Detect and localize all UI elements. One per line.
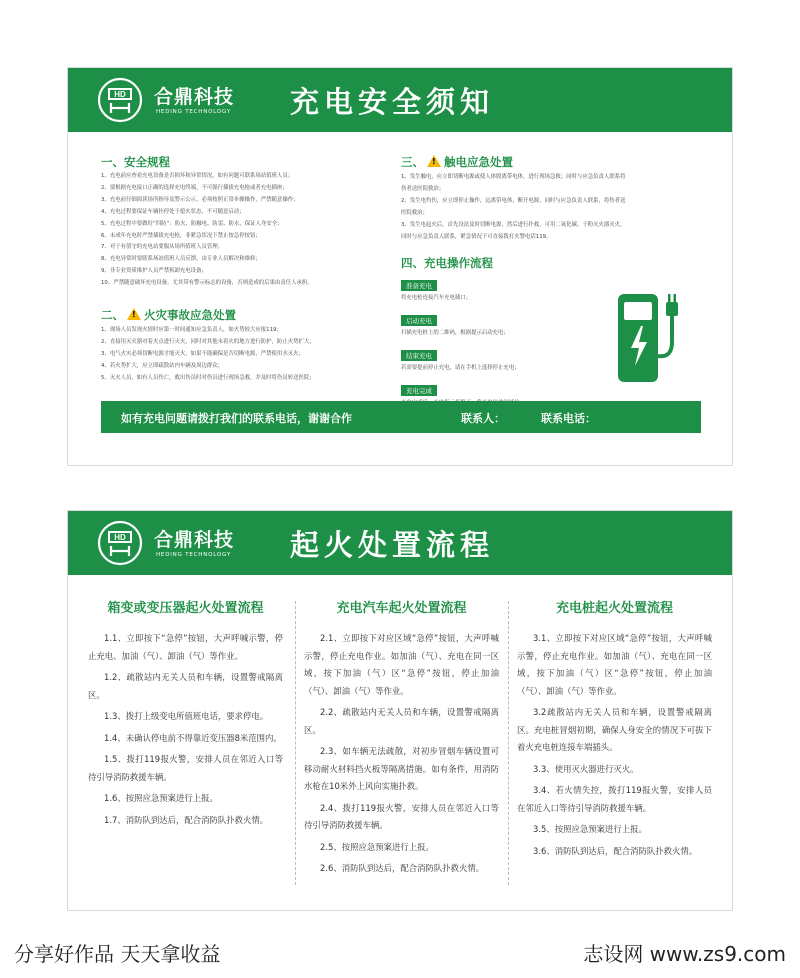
section-shock-title: [401, 154, 513, 170]
procedure-step: 3.5、按照应急预案进行上报。: [533, 824, 647, 834]
list-item: 2、发生电灼伤，应立即停止操作，远离带电体，断开电源，同时与应急负责人联系，将伤者送: [401, 197, 626, 204]
watermark-left: 分享好作品 天天拿收益: [14, 942, 221, 966]
section-label: 触电应急处置: [444, 155, 513, 169]
step-text: 扫描充电桩上的二维码，根据提示启动充电；: [401, 330, 509, 336]
column-title: 充电桩起火处置流程: [555, 601, 673, 616]
procedure-step: 1.5、拨打119报火警，安排人员在邻近入口等待引导消防救援车辆。: [88, 754, 283, 782]
fire-response-list: [101, 325, 315, 385]
procedure-step: 1.3、拨打上级变电所值班电话，要求停电。: [104, 711, 269, 721]
step-badge: 充电完成: [401, 385, 437, 396]
column-body: [304, 630, 499, 878]
charging-steps: [401, 273, 571, 413]
procedure-step: 2.5、按照应急预案进行上报。: [320, 841, 434, 852]
column-vehicle-fire: [304, 597, 499, 882]
procedure-step: 2.2、疏散站内无关人员和车辆，设置警戒隔离区。: [304, 707, 499, 735]
company-logo-icon: [96, 520, 144, 566]
list-item: 伤者送医院救治；: [401, 185, 445, 192]
procedure-step: 1.4、未确认停电前不得靠近变压器8米范围内。: [104, 732, 282, 743]
board-title: 充电安全须知: [290, 85, 495, 119]
logo-text: HD: [114, 533, 126, 542]
step-badge: 启动充电: [401, 315, 437, 326]
list-item: 2、直接用灭火器对着火点进行灭火，同时对其他未着火的地方进行防护，防止火势扩大；: [101, 338, 315, 345]
step-badge: 结束充电: [401, 350, 437, 361]
list-item: 5、充电过程中要做好“四防”：防火、防触电、防雷、防水，保证人身安全；: [101, 220, 283, 227]
board-header: [68, 68, 732, 132]
step-text: 将充电枪连接汽车充电插口；: [401, 295, 472, 301]
charging-station-icon: [616, 286, 684, 384]
procedure-step: 2.6、消防队到达后，配合消防队扑救火情。: [320, 863, 485, 873]
list-item: 1、现场人员发现火情时应第一时间通知应急负责人，如火势较大应报119；: [101, 327, 282, 333]
procedure-step: 3.2疏散站内无关人员和车辆，设置警戒隔离区。充电桩冒烟初期，确保人身安全的情况下可拔下着火充电桩连接车端插头。: [517, 707, 712, 752]
column-title: 箱变或变压器起火处置流程: [107, 601, 264, 616]
column-charger-fire: [517, 597, 712, 864]
list-item: 3、充电前仔细阅读场所指导及警示公示，必须按照正常步骤操作，严禁随意操作；: [101, 196, 299, 203]
list-item: 4、若火势扩大，应立即疏散站内车辆及周边群众；: [101, 362, 224, 369]
list-item: 6、未成年充电时严禁插拔充电枪，非紧急状况下禁止按急停按钮；: [101, 232, 261, 239]
brand-name-en: HEDING TECHNOLOGY: [156, 109, 231, 115]
warning-icon: !: [427, 155, 441, 167]
procedure-step: 1.2、疏散站内无关人员和车辆，设置警戒隔离区。: [88, 672, 283, 700]
section-charging-flow-title: 四、充电操作流程: [401, 256, 493, 270]
watermark-right: 志设网 www.zs9.com: [583, 942, 786, 966]
list-item: 1、充电前应查看充电设备是否损坏和异常情况，如有问题可联系场站值班人员；: [101, 173, 294, 179]
brand-name-en: HEDING TECHNOLOGY: [156, 552, 231, 558]
board-header: [68, 511, 732, 575]
step-text: 若需要提前停止充电，请在手机上选择停止充电；: [401, 365, 520, 371]
list-item: 8、充电异常时要联系场站值班人员反馈，由专业人员解决和维修；: [101, 256, 261, 263]
section-number: 二、: [101, 308, 124, 322]
contact-bar: [101, 401, 701, 433]
contact-phone-label: 联系电话：: [541, 412, 596, 425]
safety-rules-list: [101, 171, 313, 290]
procedure-step: 3.6、消防队到达后，配合消防队扑救火情。: [533, 845, 698, 856]
procedure-step: 1.7、消防队到达后，配合消防队扑救火情。: [104, 814, 269, 825]
column-divider: [508, 601, 509, 885]
list-item: 10、严禁随意破坏充电设备，尤其带有警示标志的设备，否则造成的后果由责任人承担。: [101, 280, 313, 287]
list-item: 同时与应急负责人联系，紧急情况下可直接拨打火警电话119。: [401, 233, 552, 240]
step-badge: 准备充电: [401, 280, 437, 291]
column-divider: [295, 601, 296, 885]
column-body: [88, 630, 283, 829]
shock-response-list: [401, 172, 625, 243]
procedure-step: 3.1、立即按下对应区域“急停”按钮，大声呼喊示警，停止充电作业。如加油（气）、充电在同一区域，按下加油（气）区“急停”按钮，停止加油（气）、卸油（气）等作业。: [517, 633, 712, 696]
column-transformer-fire: [88, 597, 283, 833]
column-title: 充电汽车起火处置流程: [336, 601, 467, 616]
procedure-step: 1.6、按照应急预案进行上报。: [104, 793, 218, 803]
procedure-step: 2.1、立即按下对应区域“急停”按钮，大声呼喊示警，停止充电作业。如加油（气）、充电在同一区域，按下加油（气）区“急停”按钮，停止加油（气）、卸油（气）等作业。: [304, 633, 499, 696]
contact-person-label: 联系人：: [461, 412, 505, 425]
list-item: 7、对于有值守的充电站要服从场所值班人员管理；: [101, 244, 224, 251]
section-label: 火灾事故应急处置: [144, 308, 236, 322]
procedure-step: 2.3、如车辆无法疏散，对初步冒烟车辆设置可移动耐火材料挡火板等隔离措施。如有条件，用消防水枪在10米外上风向实施扑救。: [304, 746, 499, 791]
brand-name: 合鼎科技: [154, 86, 235, 108]
procedure-step: 2.4、拨打119报火警，安排人员在邻近入口等待引导消防救援车辆。: [304, 802, 499, 830]
list-item: 1、发生触电，应立即切断电源或使人体脱离带电体，进行现场急救；同时与应急负责人联系将: [401, 174, 626, 180]
section-fire-title: [101, 307, 236, 323]
procedure-step: 1.1、立即按下“急停”按钮，大声呼喊示警，停止充电、加油（气）、卸油（气）等作业。: [88, 633, 283, 661]
list-item: 3、电气火灾必须切断电源才能灭火，如果不能确保是否切断电源，严禁使用水灭火；: [101, 350, 304, 357]
list-item: 4、充电过程要保证车辆挂停处于熄火状态，不可随意启动；: [101, 208, 245, 215]
board-title: 起火处置流程: [290, 528, 495, 562]
warning-icon: !: [127, 308, 141, 320]
safety-notice-board: [67, 67, 733, 466]
list-item: 医院救治；: [401, 209, 428, 216]
brand-name: 合鼎科技: [154, 529, 235, 551]
list-item: 3、发生电起火后，首先设法及时切断电源，然后进行扑救，可用二氧化碳、干粉灭火器灭火，: [401, 221, 626, 228]
list-item: 5、灭火人员，如有人员伤亡，救出伤员时对伤员进行现场急救，并及时将伤员转送医院；: [101, 374, 315, 381]
company-logo-icon: [96, 77, 144, 123]
section-safety-rules-title: 一、安全规程: [101, 155, 170, 169]
procedure-step: 3.3、使用灭火器进行灭火。: [533, 763, 639, 774]
procedure-step: 3.4、若火情失控，拨打119报火警，安排人员在邻近入口等待引导消防救援车辆。: [517, 785, 712, 813]
list-item: 9、非专业资质维护人员严禁拆卸充电设备；: [101, 268, 207, 275]
contact-message: 如有充电问题请拨打我们的联系电话，谢谢合作: [121, 412, 352, 425]
list-item: 2、要根据充电接口正确的选择充电终端，不可强行插拔充电枪或者充电插座；: [101, 184, 288, 191]
logo-text: HD: [114, 90, 126, 99]
section-number: 三、: [401, 155, 424, 169]
fire-procedure-board: [67, 510, 733, 911]
column-body: [517, 630, 712, 860]
